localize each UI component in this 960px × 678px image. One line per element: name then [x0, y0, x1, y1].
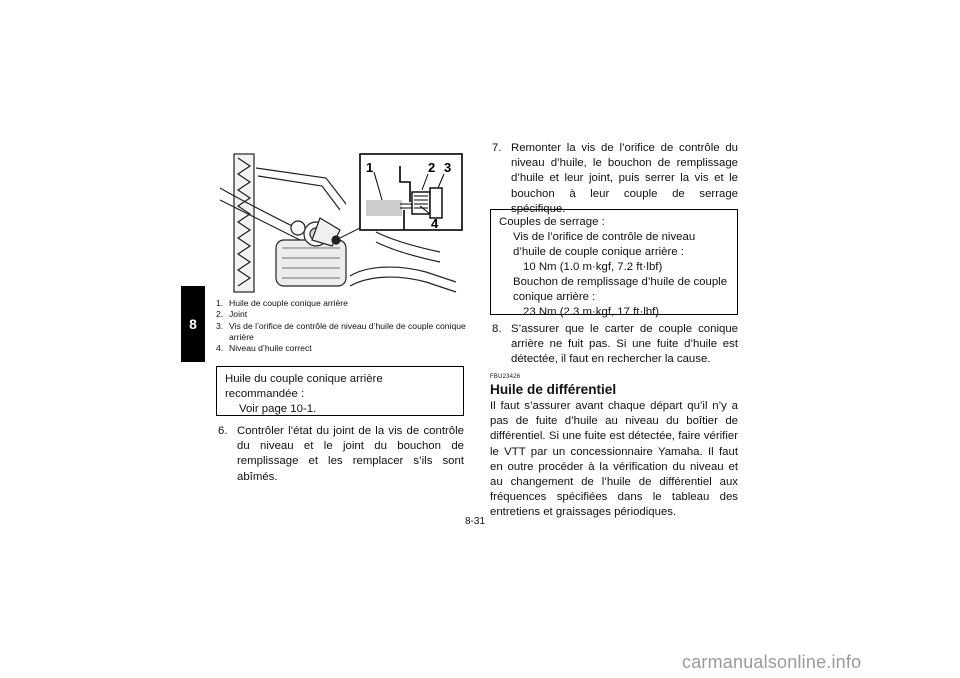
- section-heading: Huile de différentiel: [490, 382, 617, 397]
- step-8: 8. S’assurer que le carter de couple conique arrière ne fuit pas. Si une fuite d’huile est détectée, il faut en rechercher la cause.: [492, 323, 738, 366]
- section-tab: 8: [181, 286, 205, 362]
- caption-4: 4. Niveau d’huile correct: [216, 343, 312, 354]
- torque-box: Couples de serrage : Vis de l’orifice de contrôle de niveau d’huile de couple conique arrière : 10 Nm (1.0 m·kgf, 7.2 ft·lbf) Bouchon de remplissage d’huile de couple conique arrière : 23 Nm (2.3 m·kgf, 17 ft·lbf): [490, 209, 738, 315]
- caption-1: 1. Huile de couple conique arrière: [216, 298, 348, 308]
- figure-captions: [216, 298, 466, 354]
- callout-3: 3: [444, 160, 452, 175]
- callout-4: 4: [431, 216, 439, 231]
- rear-gear-case-figure: [216, 148, 464, 295]
- caption-3: 3. Vis de l’orifice de contrôle de niveau d’huile de couple conique arrière: [216, 320, 466, 342]
- watermark: carmanualsonline.info: [682, 652, 862, 672]
- section-code: FBU23426: [490, 374, 521, 380]
- step-7: 7. Remonter la vis de l’orifice de contrôle du niveau d’huile, le bouchon de remplissage d’huile et leur joint, puis serrer la vis et le bouchon à leur couple de serrage spécifique.: [492, 142, 738, 215]
- recommended-oil-box: Huile du couple conique arrière recommandée : Voir page 10-1.: [216, 366, 464, 416]
- caption-2: 2. Joint: [216, 309, 248, 320]
- section-paragraph: Il faut s’assurer avant chaque départ qu’il n’y a pas de fuite d’huile au niveau du boîtier de différentiel. Si une fuite est détectée, faire vérifier le VTT par un concessionnaire Yamaha. Il faut en outre procéder à la vérification du niveau et au changement de l’huile de différentiel aux fréquences spécifiées dans le tableau des entretiens et graissages périodiques.: [490, 400, 738, 519]
- page-number: 8-31: [465, 516, 486, 527]
- callout-2: 2: [428, 160, 436, 175]
- callout-1: 1: [366, 160, 374, 175]
- step-6: 6. Contrôler l’état du joint de la vis de contrôle du niveau et le joint du bouchon de remplissage et les remplacer s’ils sont abîmés.: [218, 425, 464, 483]
